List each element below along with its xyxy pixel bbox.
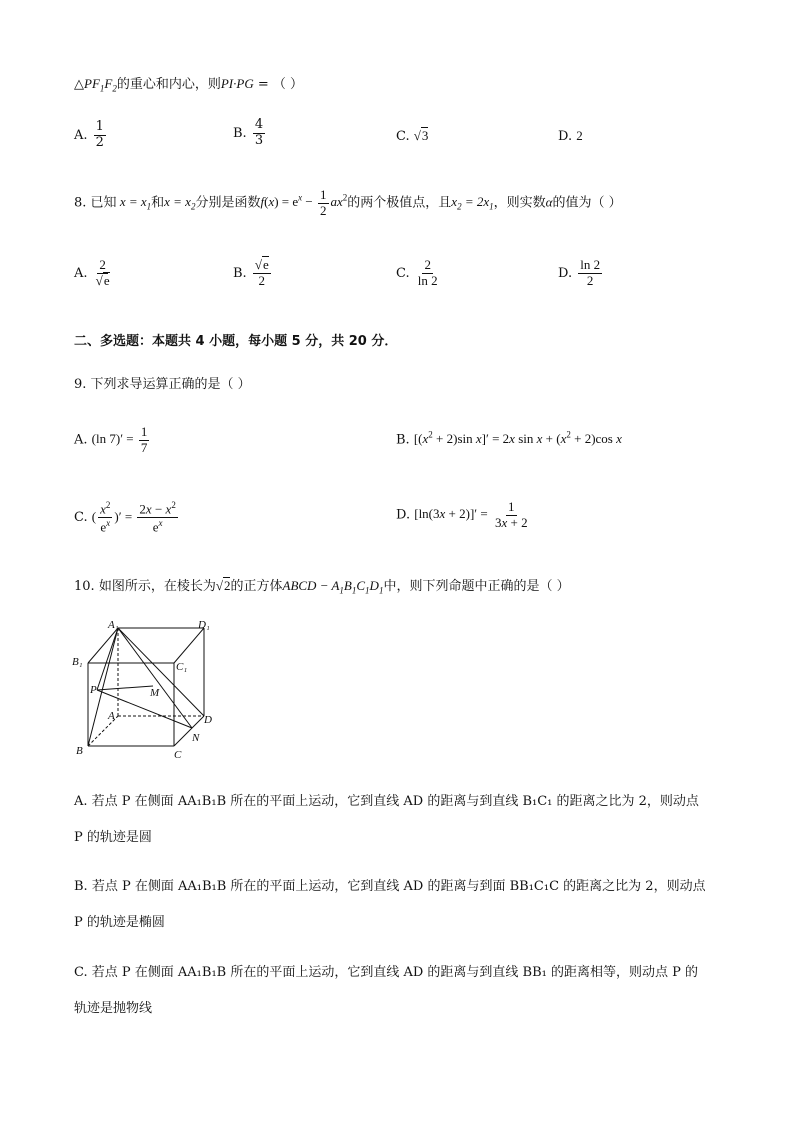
q8-stem: 8. 已知 $x = x_1$和$x = x_2$分别是函数$f(x) = e^x$ − $\frac{1}{2}$ $ax^2$的两个极值点，且$x_2 = 2x_1$，则实数α的值为（ ） <box>74 187 622 218</box>
q9-option-a[interactable]: A. (ln 7)′ = $\frac{1}{7}$ <box>74 425 151 456</box>
q8-option-b[interactable]: B. $\frac{√e}{2}$ <box>233 257 269 288</box>
q10-option-a-line1: 若点 P 在侧面 AA₁B₁B 所在的平面上运动，它到直线 AD 的距离与到直线 B₁C₁ 的距离之比为 2，则动点 <box>91 794 699 809</box>
q10-option-c-cont: 轨迹是抛物线 <box>74 1001 153 1016</box>
label-d1: D₁ <box>198 619 210 631</box>
q10-number: 10. <box>74 579 95 594</box>
q10-option-c-line1: 若点 P 在侧面 AA₁B₁B 所在的平面上运动，它到直线 AD 的距离与到直线 BB₁ 的距离相等，则动点 P 的 <box>91 965 699 980</box>
q8-math-2: $x = x_2$ <box>164 194 196 213</box>
q10-option-b-line1: 若点 P 在侧面 AA₁B₁B 所在的平面上运动，它到直线 AD 的距离与到面 BB₁C₁C 的距离之比为 2，则动点 <box>91 879 706 894</box>
q10-option-a[interactable]: A. 若点 P 在侧面 AA₁B₁B 所在的平面上运动，它到直线 AD 的距离与到直线 B₁C₁ 的距离之比为 2，则动点 <box>74 794 699 809</box>
q9-option-b[interactable]: B. [$(x^2 + 2)\sin$ x]′ = 2x $\sin x + (x^2 + 2)\cos$ x <box>396 430 622 448</box>
q8-number: 8. <box>74 195 87 211</box>
q8-math-3: $x_2 = 2x_1$ <box>451 194 494 213</box>
section-2-heading: 二、多选题：本题共 4 小题，每小题 5 分，共 20 分． <box>74 334 398 349</box>
q9-option-c[interactable]: C. ( $\frac{x^2}{e^x}$ )′ = $\frac{2x - x^2}{e^x}$ <box>74 500 180 536</box>
label-m: M <box>150 687 160 699</box>
vector-dot-product: PI·PG <box>220 76 254 91</box>
q7-d-value: 2 <box>576 128 583 143</box>
label-d: D <box>204 714 212 726</box>
q7-stem <box>74 73 303 94</box>
line-a1p <box>97 628 118 690</box>
line-a1d <box>118 628 204 716</box>
cube-figure <box>70 618 230 763</box>
q7-stem-tail: 的重心和内心，则 <box>116 77 221 92</box>
label-c1: C₁ <box>176 661 188 673</box>
q8-d-fraction: $\frac{\ln 2}{2}$ <box>580 257 601 288</box>
q10-option-c[interactable]: C. 若点 P 在侧面 AA₁B₁B 所在的平面上运动，它到直线 AD 的距离与到直线 BB₁ 的距离相等，则动点 P 的 <box>74 965 699 980</box>
q8-function: $f(x) = e^x$ − $\frac{1}{2}$ $ax^2$ <box>260 187 348 218</box>
q9-b-formula: [$(x^2 + 2)\sin$ x]′ = 2x $\sin x + (x^2 + 2)\cos$ x <box>413 430 622 447</box>
label-b1: B₁ <box>72 656 83 668</box>
q7-c-value: 3 <box>421 128 429 143</box>
label-b: B <box>76 745 83 757</box>
q7-stem-end: = （ ） <box>253 77 304 92</box>
q7-b-fraction: $\frac{4}{3}$ <box>254 117 264 148</box>
q9-stem: 9. 下列求导运算正确的是（ ） <box>74 377 251 392</box>
q7-option-b[interactable]: B. $\frac{4}{3}$ <box>233 117 264 148</box>
label-a: A <box>108 710 115 722</box>
q9-c-formula: ( $\frac{x^2}{e^x}$ )′ = $\frac{2x - x^2}{e^x}$ <box>91 500 176 535</box>
q10-option-b[interactable]: B. 若点 P 在侧面 AA₁B₁B 所在的平面上运动，它到直线 AD 的距离与到面 BB₁C₁C 的距离之比为 2，则动点 <box>74 879 706 894</box>
q8-option-a[interactable]: A. $\frac{2}{√e}$ <box>74 257 110 288</box>
edge-cd <box>174 716 204 746</box>
label-c: C <box>174 749 182 761</box>
q10-sqrt2: √2 <box>215 578 231 593</box>
triangle-pf1f2: $\triangle PF_1F_2$ <box>74 76 117 94</box>
q10-stem: 10. 如图所示，在棱长为√2的正方体ABCD − $A_1B_1C_1D_1$中，则下列命题中正确的是（ ） <box>74 578 570 596</box>
label-n: N <box>192 732 200 744</box>
q9-number: 9. <box>74 377 87 392</box>
sqrt-symbol: √ <box>413 128 421 143</box>
q8-b-fraction: $\frac{√e}{2}$ <box>254 257 269 288</box>
q7-option-c[interactable]: C. √3 <box>396 128 429 144</box>
edge-c1d1 <box>174 628 204 663</box>
q8-alpha: α <box>545 194 553 210</box>
q10-cube-name: ABCD − $A_1B_1C_1D_1$ <box>282 578 384 596</box>
q8-math-1: $x = x_1$ <box>116 194 152 213</box>
q10-option-b-cont: P 的轨迹是椭圆 <box>74 915 165 930</box>
q9-d-formula: [ln(3x + 2)]′ = $\frac{1}{3x + 2}$ <box>414 499 528 530</box>
q9-a-formula: (ln 7)′ = $\frac{1}{7}$ <box>91 424 148 455</box>
q7-option-d[interactable]: D. 2 <box>558 128 583 144</box>
q8-a-fraction: $\frac{2}{√e}$ <box>95 257 110 288</box>
q8-option-c[interactable]: C. $\frac{2}{\ln 2}$ <box>396 257 438 288</box>
q10-option-a-cont: P 的轨迹是圆 <box>74 830 152 845</box>
q7-a-fraction: $\frac{1}{2}$ <box>95 119 104 150</box>
label-p: P <box>90 684 97 696</box>
label-a1: A₁ <box>108 619 119 631</box>
q8-option-d[interactable]: D. $\frac{\ln 2}{2}$ <box>558 257 601 288</box>
q9-option-d[interactable]: D. [ln(3x + 2)]′ = $\frac{1}{3x + 2}$ <box>396 500 532 531</box>
q8-c-fraction: $\frac{2}{\ln 2}$ <box>417 257 438 288</box>
q7-option-a[interactable]: A. $\frac{1}{2}$ <box>74 119 104 150</box>
line-pm <box>97 686 153 690</box>
